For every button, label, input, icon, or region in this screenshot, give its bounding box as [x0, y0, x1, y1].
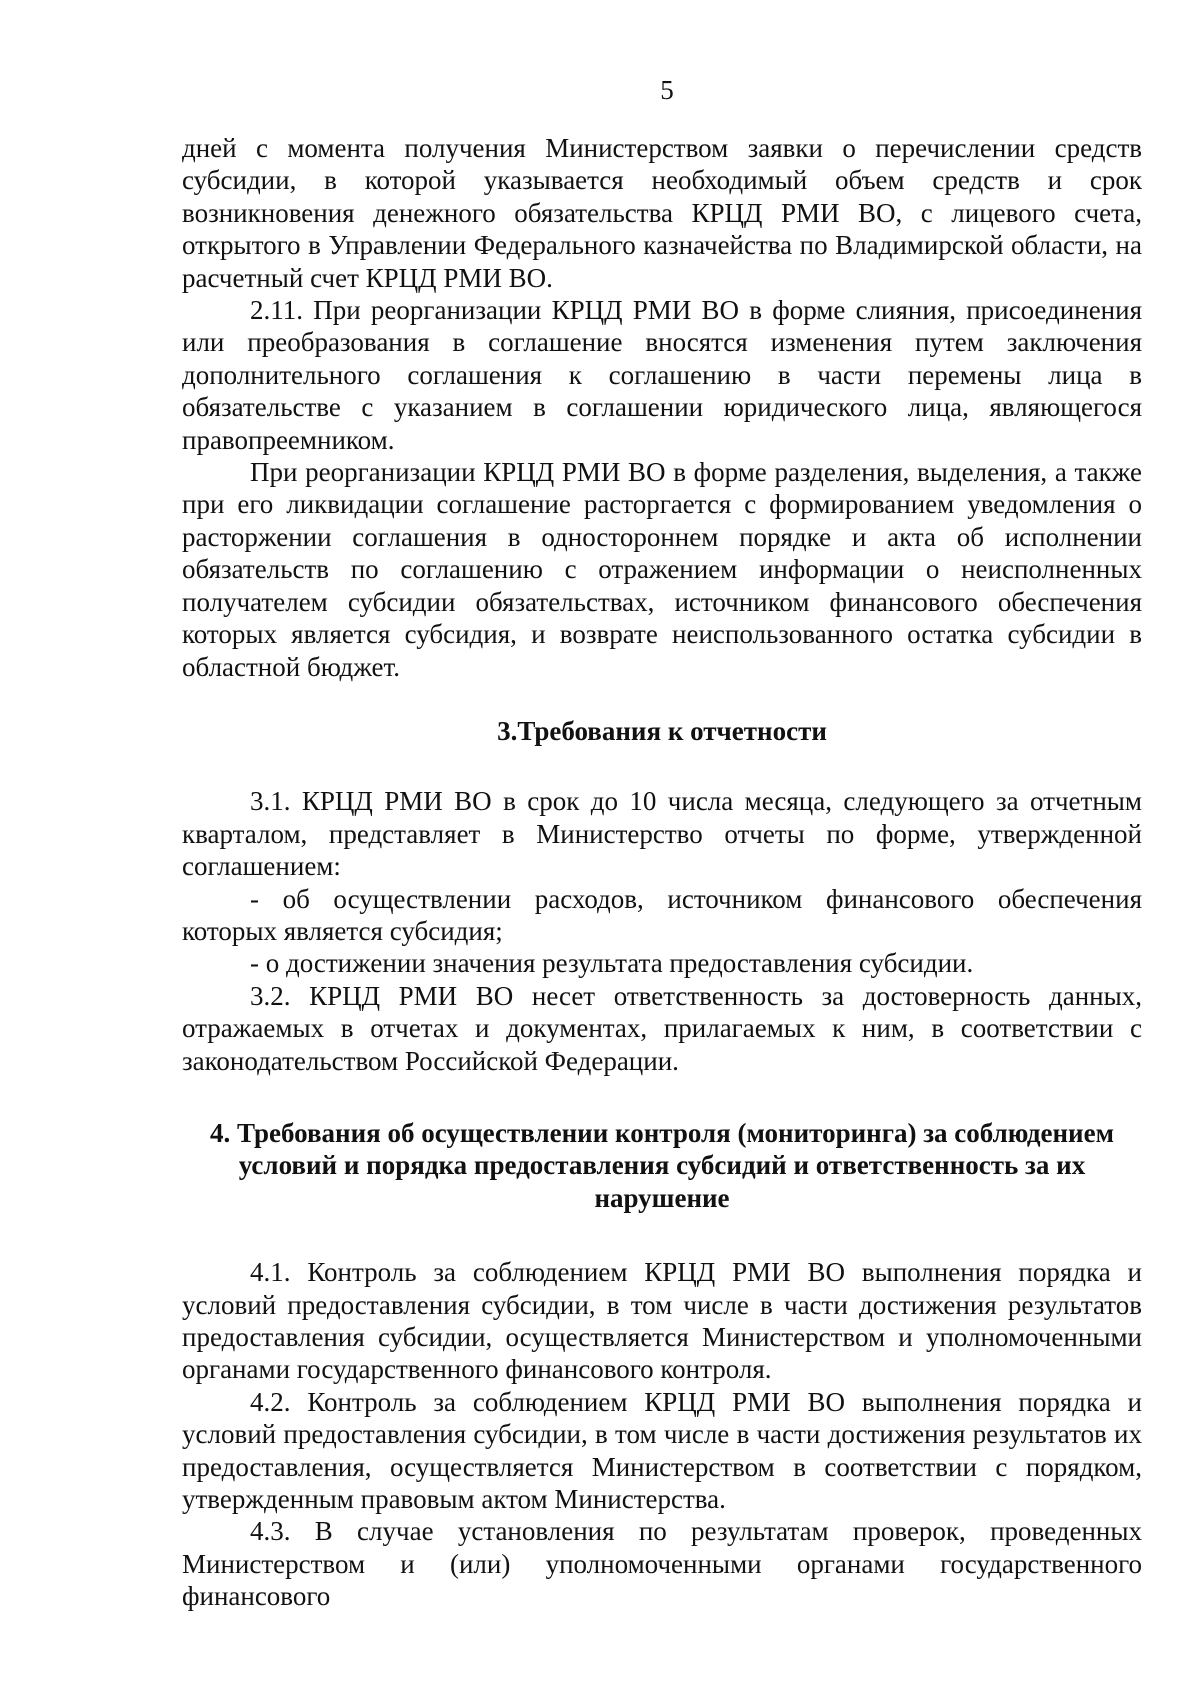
paragraph-2-11: 2.11. При реорганизации КРЦД РМИ ВО в форме слияния, присоединения или преобразования в соглашение вносятся изменения путем заключения дополнительного соглашения к соглашению в части перемены лица в обязательстве с указанием в соглашении юридического лица, являющегося правопреемником.	[182, 295, 1142, 455]
paragraph-4-3: 4.3. В случае установления по результатам проверок, проведенных Министерством и (или) уполномоченными органами государственного финансового	[182, 1516, 1142, 1612]
paragraph-3-1-item-result: - о достижении значения результата предоставления субсидии.	[250, 948, 974, 979]
paragraph-3-1: 3.1. КРЦД РМИ ВО в срок до 10 числа месяца, следующего за отчетным кварталом, представляет в Министерство отчеты по форме, утвержденной соглашением:	[182, 786, 1142, 882]
page-number: 5	[660, 75, 674, 105]
document-page	[182, 70, 1142, 1613]
paragraph-3-2: 3.2. КРЦД РМИ ВО несет ответственность за достоверность данных, отражаемых в отчетах и документах, прилагаемых к ним, в соответствии с законодательством Российской Федерации.	[182, 980, 1142, 1076]
section-3-heading: 3.Требования к отчетности	[497, 715, 827, 746]
paragraph-3-1-item-expenses: - об осуществлении расходов, источником финансового обеспечения которых является субсидия;	[182, 883, 1142, 946]
paragraph-4-2: 4.2. Контроль за соблюдением КРЦД РМИ ВО выполнения порядка и условий предоставления субсидии, в том числе в части достижения результатов их предоставления, осуществляется Министерством в соответствии с порядком, утвержденным правовым актом Министерства.	[182, 1386, 1142, 1515]
paragraph-continuation: дней с момента получения Министерством заявки о перечислении средств субсидии, в которой указывается необходимый объем средств и срок возникновения денежного обязательства КРЦД РМИ ВО, с лицевого счета, открытого в Управлении Федерального казначейства по Владимирской области, на расчетный счет КРЦД РМИ ВО.	[182, 133, 1142, 293]
paragraph-4-1: 4.1. Контроль за соблюдением КРЦД РМИ ВО выполнения порядка и условий предоставления субсидии, в том числе в части достижения результатов предоставления субсидии, осуществляется Министерством и уполномоченными органами государственного финансового контроля.	[182, 1257, 1142, 1385]
paragraph-reorganization: При реорганизации КРЦД РМИ ВО в форме разделения, выделения, а также при его ликвидации соглашение расторгается с формированием уведомления о расторжении соглашения в одностороннем порядке и акта об исполнении обязательств по соглашению с отражением информации о неисполненных получателем субсидии обязательствах, источником финансового обеспечения которых является субсидия, и возврате неиспользованного остатка субсидии в областной бюджет.	[182, 457, 1142, 682]
section-4-heading: 4. Требования об осуществлении контроля (мониторинга) за соблюдением условий и порядка предоставления субсидий и ответственность за их нарушение	[210, 1117, 1114, 1213]
